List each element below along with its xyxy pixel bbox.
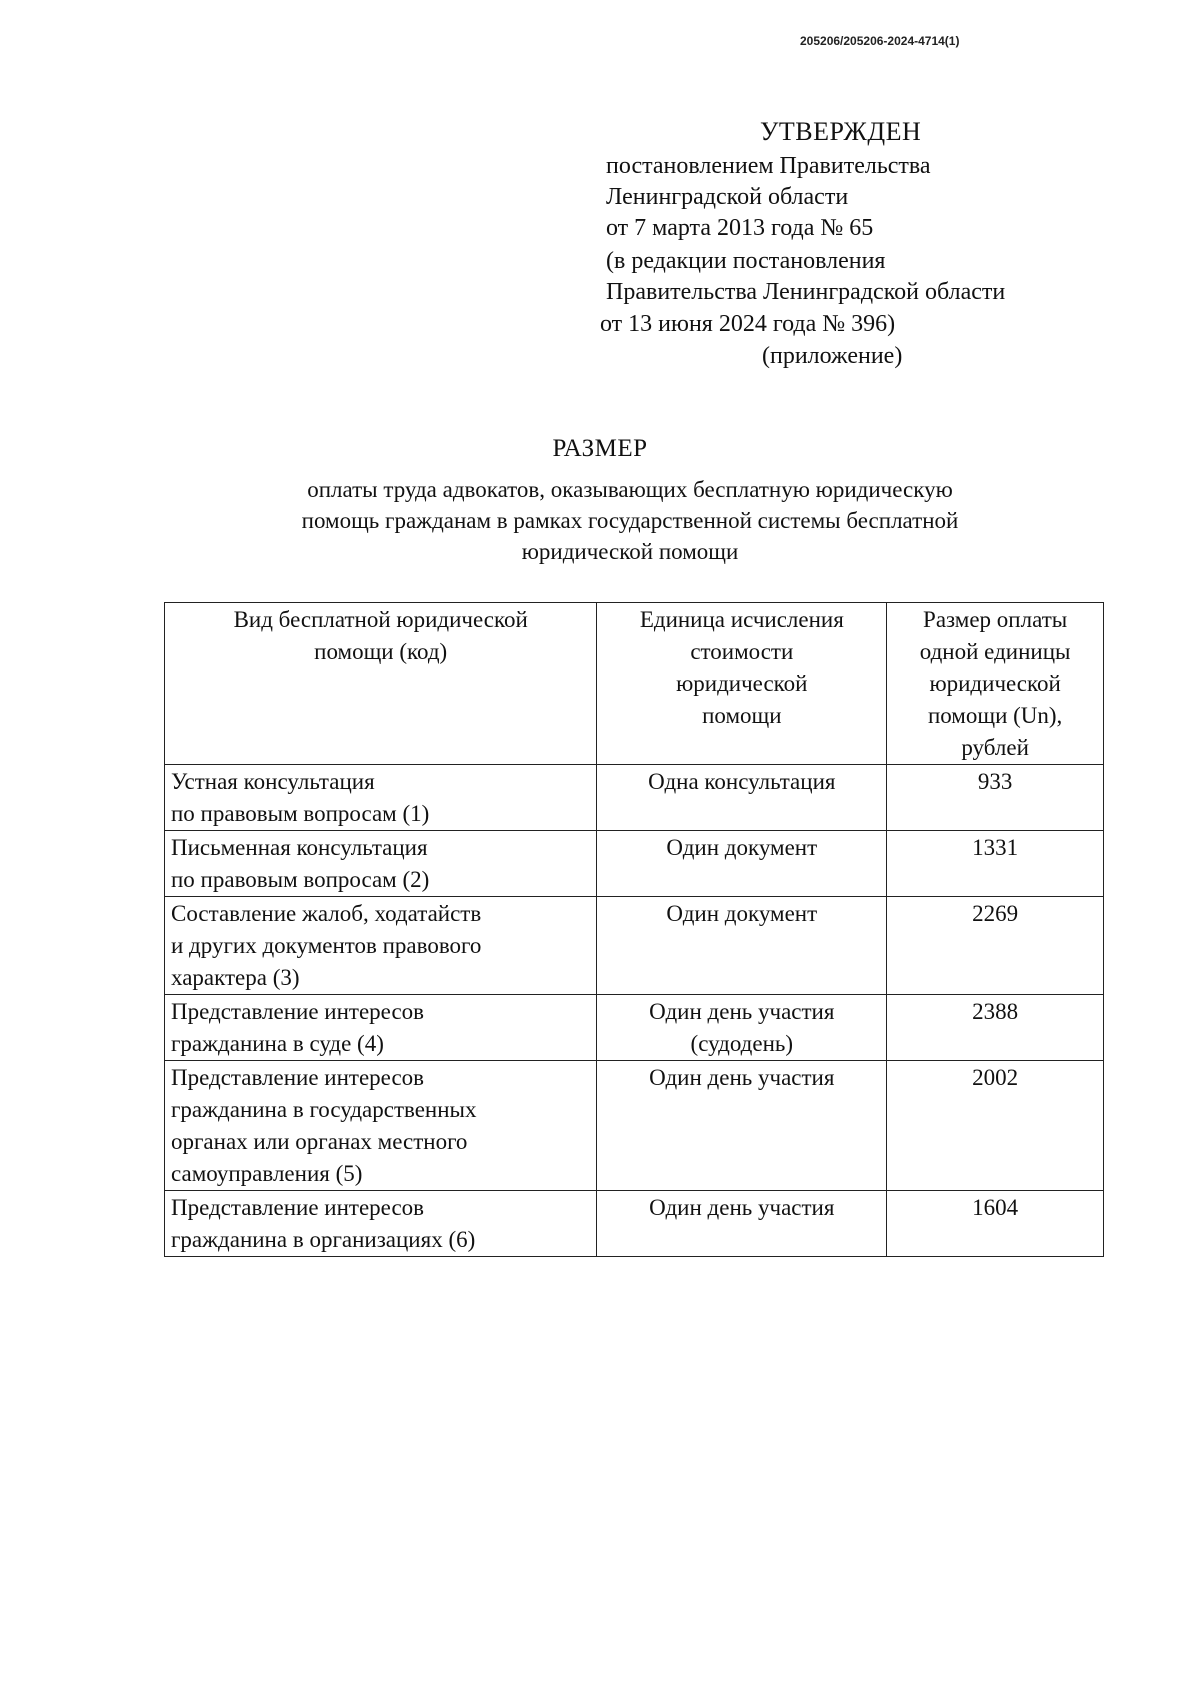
- header-rate: Размер оплаты одной единицы юридической помощи (Un), рублей: [887, 603, 1104, 765]
- cell-line: (судодень): [690, 1031, 794, 1056]
- cell-line: гражданина в суде (4): [171, 1031, 384, 1056]
- cell-line: по правовым вопросам (2): [171, 867, 430, 892]
- table-row: [165, 995, 1104, 1061]
- cell-line: Представление интересов: [171, 1195, 425, 1220]
- cell-assistance-kind: [165, 1061, 597, 1191]
- cell-unit: [597, 995, 887, 1061]
- cell-line: Один документ: [666, 901, 818, 926]
- header-kind: Вид бесплатной юридической помощи (код): [165, 603, 597, 765]
- header-unit: Единица исчисления стоимости юридической помощи: [597, 603, 887, 765]
- cell-line: гражданина в организациях (6): [171, 1227, 476, 1252]
- cell-rate: 2269: [887, 897, 1104, 995]
- cell-assistance-kind: [165, 765, 597, 831]
- cell-line: самоуправления (5): [171, 1161, 363, 1186]
- cell-line: Письменная консультация: [171, 835, 428, 860]
- cell-rate: 2388: [887, 995, 1104, 1061]
- approval-line: постановлением Правительства: [606, 153, 931, 179]
- subtitle-line: помощь гражданам в рамках государственной системы бесплатной: [301, 508, 959, 533]
- table-row: [165, 765, 1104, 831]
- cell-line: Составление жалоб, ходатайств: [171, 901, 482, 926]
- table-row: [165, 1061, 1104, 1191]
- table-body: [165, 765, 1104, 1257]
- cell-line: гражданина в государственных: [171, 1097, 477, 1122]
- table-row: [165, 897, 1104, 995]
- approval-line: Ленинградской области: [606, 184, 849, 210]
- cell-line: Один день участия: [649, 1195, 835, 1220]
- cell-unit: [597, 765, 887, 831]
- cell-unit: [597, 831, 887, 897]
- cell-unit: [597, 1191, 887, 1257]
- cell-rate: 933: [887, 765, 1104, 831]
- cell-line: Один день участия: [649, 1065, 835, 1090]
- cell-unit: [597, 897, 887, 995]
- approval-title: УТВЕРЖДЕН: [760, 117, 922, 146]
- rates-table: [164, 602, 1104, 1257]
- cell-rate: 2002: [887, 1061, 1104, 1191]
- cell-rate: 1331: [887, 831, 1104, 897]
- cell-assistance-kind: [165, 995, 597, 1061]
- cell-line: Один документ: [666, 835, 818, 860]
- cell-line: по правовым вопросам (1): [171, 801, 430, 826]
- approval-line: (приложение): [762, 343, 903, 369]
- cell-unit: [597, 1061, 887, 1191]
- cell-assistance-kind: [165, 897, 597, 995]
- approval-line: (в редакции постановления: [606, 248, 886, 274]
- cell-assistance-kind: [165, 1191, 597, 1257]
- cell-line: Представление интересов: [171, 999, 425, 1024]
- document-title: РАЗМЕР: [552, 435, 648, 462]
- cell-line: и других документов правового: [171, 933, 482, 958]
- subtitle-line: оплаты труда адвокатов, оказывающих бесплатную юридическую: [307, 477, 953, 502]
- cell-line: Одна консультация: [648, 769, 836, 794]
- table-row: [165, 1191, 1104, 1257]
- registration-number: 205206/205206-2024-4714(1): [800, 34, 960, 48]
- approval-line: от 7 марта 2013 года № 65: [606, 215, 874, 241]
- subtitle-line: юридической помощи: [521, 539, 739, 564]
- table-header-row: [165, 603, 1104, 765]
- approval-line: Правительства Ленинградской области: [606, 279, 1006, 305]
- document-subtitle: [160, 474, 1100, 567]
- cell-assistance-kind: [165, 831, 597, 897]
- cell-line: характера (3): [171, 965, 300, 990]
- cell-line: органах или органах местного: [171, 1129, 468, 1154]
- cell-line: Один день участия: [649, 999, 835, 1024]
- cell-line: Устная консультация: [171, 769, 375, 794]
- table-row: [165, 831, 1104, 897]
- cell-rate: 1604: [887, 1191, 1104, 1257]
- approval-line: от 13 июня 2024 года № 396): [600, 311, 896, 337]
- cell-line: Представление интересов: [171, 1065, 425, 1090]
